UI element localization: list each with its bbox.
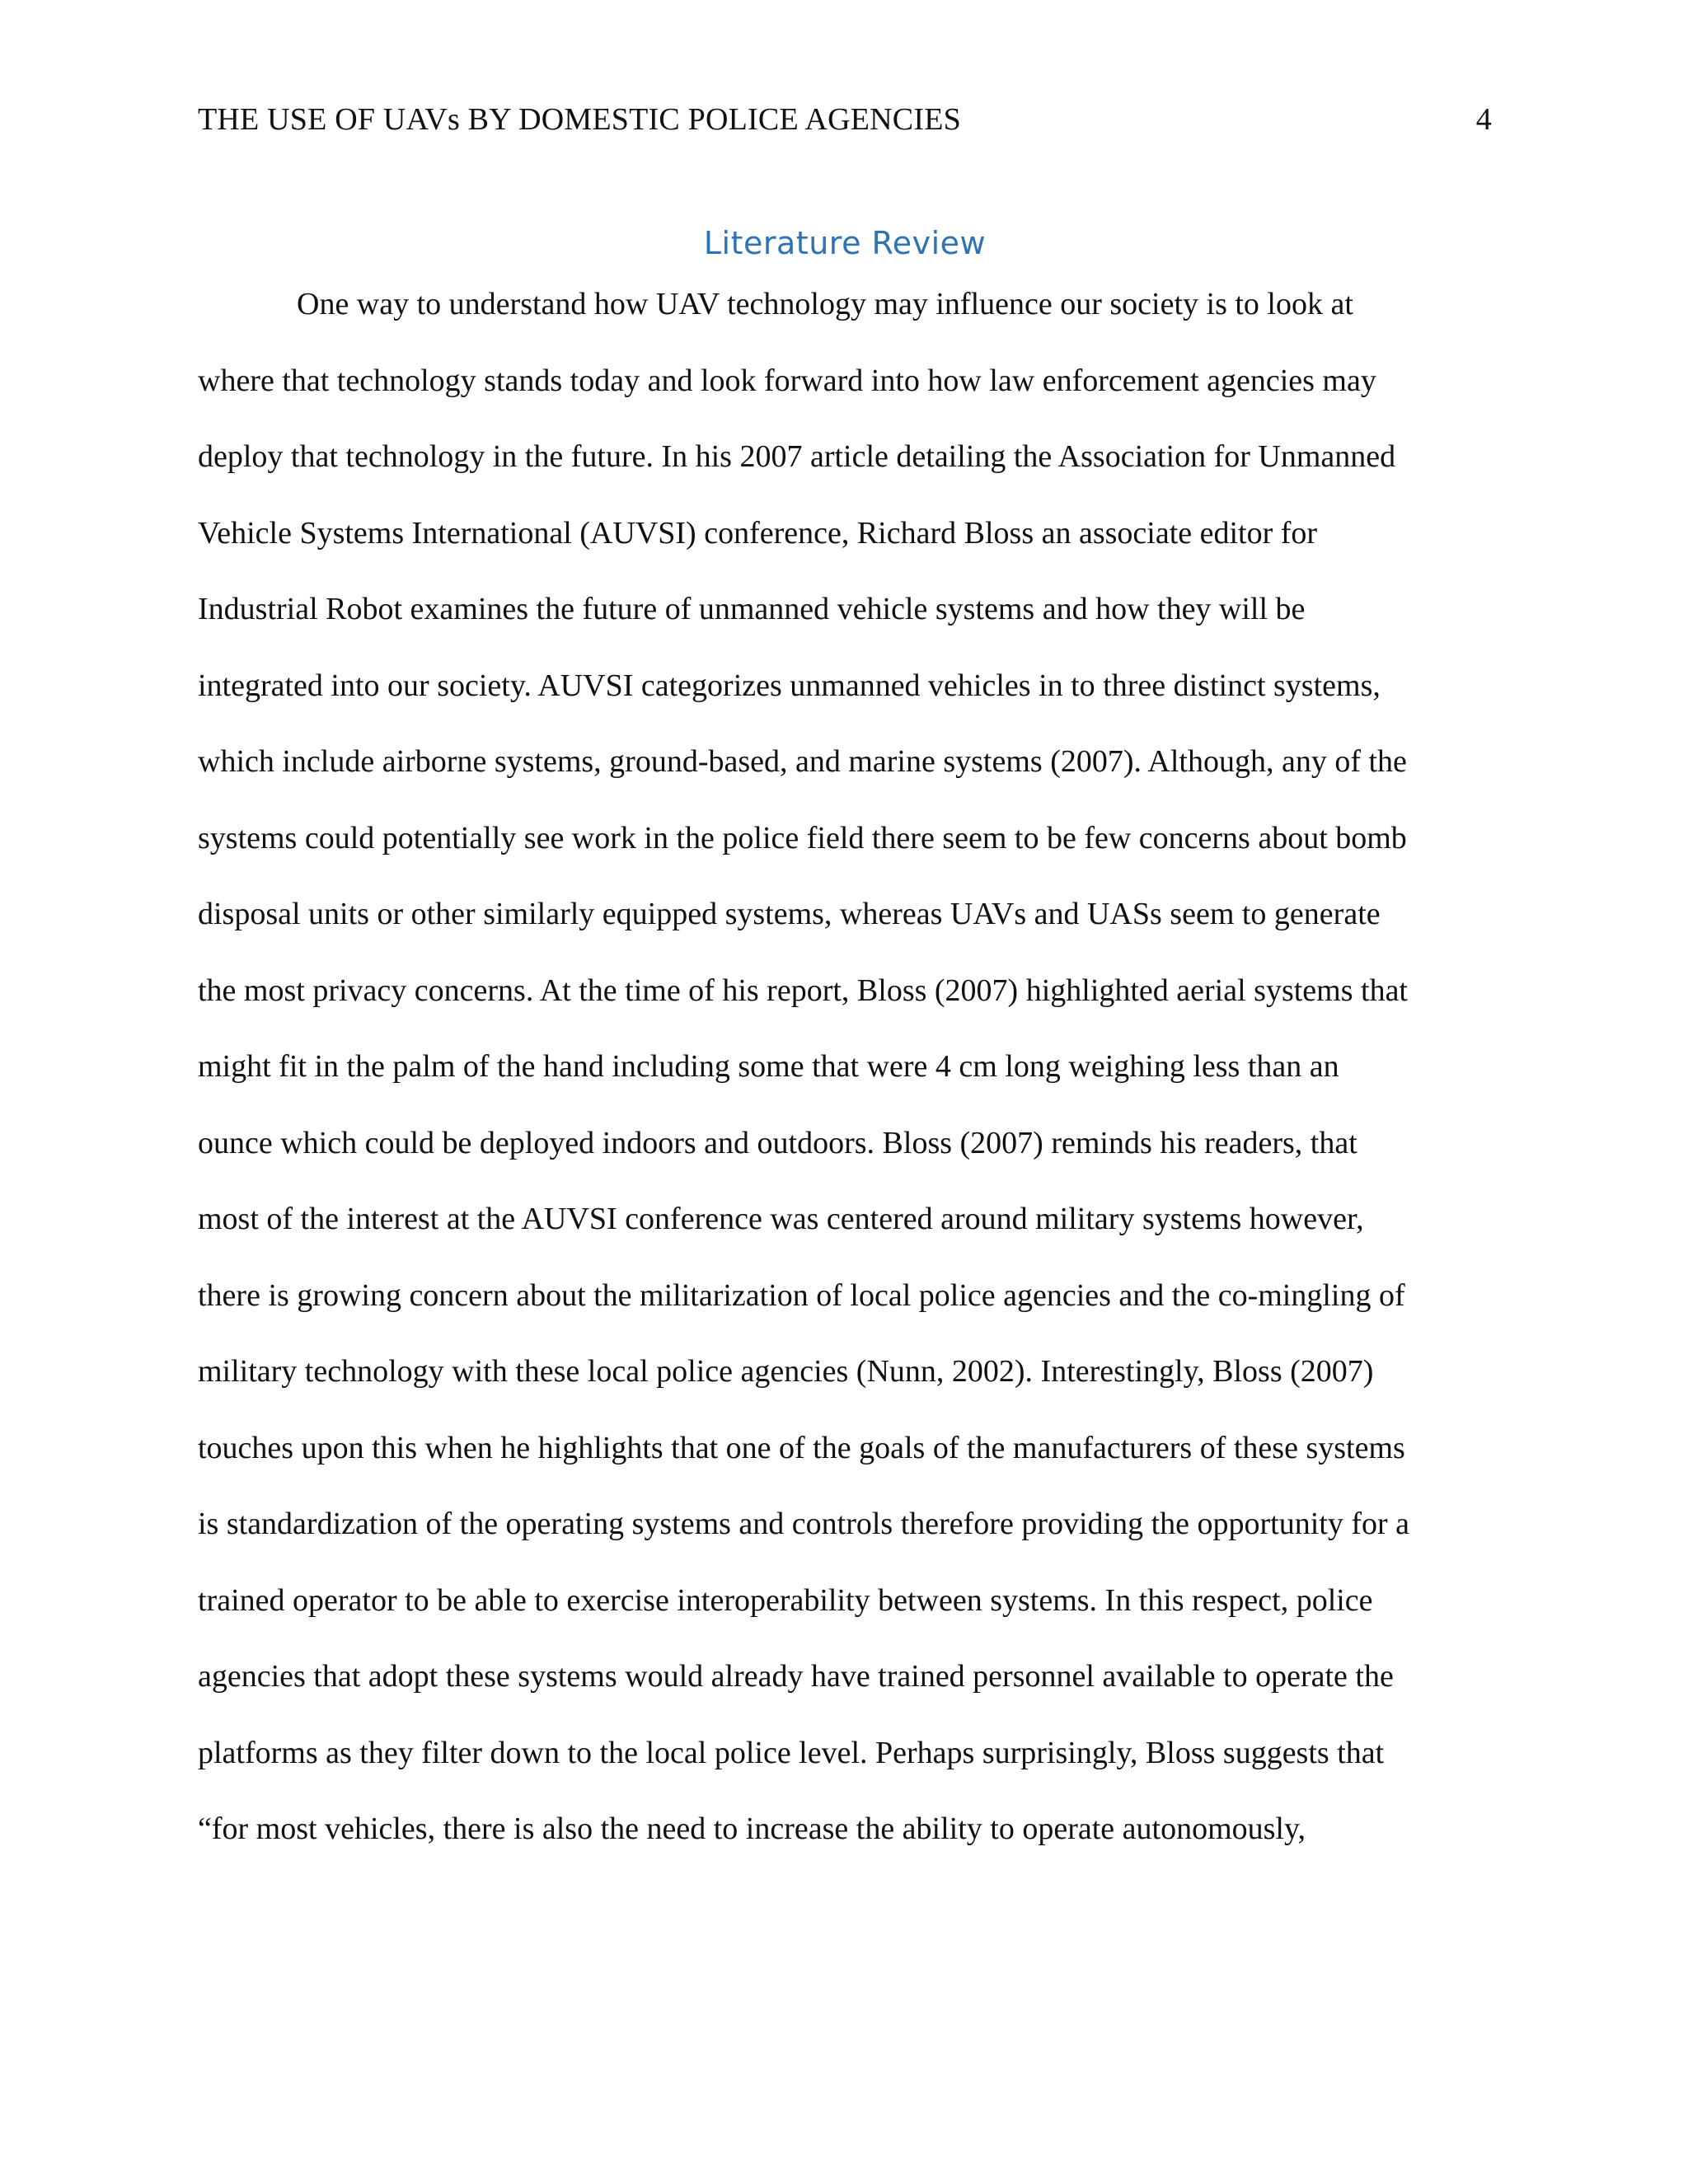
paragraph-line: most of the interest at the AUVSI conference was centered around military systems however, bbox=[198, 1202, 1364, 1236]
paragraph-line: where that technology stands today and look forward into how law enforcement agencies may bbox=[198, 363, 1376, 398]
paragraph-line: integrated into our society. AUVSI categorizes unmanned vehicles in to three distinct systems, bbox=[198, 668, 1381, 703]
section-heading: Literature Review bbox=[703, 224, 987, 261]
running-title: THE USE OF UAVs BY DOMESTIC POLICE AGENCIES bbox=[198, 102, 961, 137]
paragraph-line: systems could potentially see work in the police field there seem to be few concerns about bomb bbox=[198, 820, 1407, 855]
paragraph-line: the most privacy concerns. At the time of his report, Bloss (2007) highlighted aerial systems that bbox=[198, 972, 1408, 1008]
paragraph-line: trained operator to be able to exercise interoperability between systems. In this respect, police bbox=[198, 1582, 1373, 1618]
paragraph-line: military technology with these local police agencies (Nunn, 2002). Interestingly, Bloss (2007) bbox=[198, 1354, 1374, 1389]
paragraph-line: agencies that adopt these systems would already have trained personnel available to operate the bbox=[198, 1659, 1394, 1694]
running-head bbox=[198, 95, 1492, 144]
paragraph-line: touches upon this when he highlights that one of the goals of the manufacturers of these systems bbox=[198, 1430, 1405, 1465]
page-number: 4 bbox=[1475, 102, 1492, 137]
paragraph-line: is standardization of the operating systems and controls therefore providing the opportunity for a bbox=[198, 1507, 1410, 1541]
paragraph-line: One way to understand how UAV technology may influence our society is to look at bbox=[297, 287, 1353, 321]
body-paragraph bbox=[198, 279, 1492, 1881]
paragraph-line: which include airborne systems, ground-based, and marine systems (2007). Although, any of the bbox=[198, 744, 1407, 779]
paragraph-line: platforms as they filter down to the local police level. Perhaps surprisingly, Bloss suggests that bbox=[198, 1735, 1385, 1770]
paragraph-line: Industrial Robot examines the future of unmanned vehicle systems and how they will be bbox=[198, 592, 1306, 626]
paragraph-line: disposal units or other similarly equipped systems, whereas UAVs and UASs seem to generate bbox=[198, 897, 1381, 931]
paragraph-line: “for most vehicles, there is also the need to increase the ability to operate autonomously, bbox=[198, 1811, 1306, 1846]
paragraph-line: ounce which could be deployed indoors and outdoors. Bloss (2007) reminds his readers, that bbox=[198, 1125, 1357, 1160]
paragraph-line: Vehicle Systems International (AUVSI) conference, Richard Bloss an associate editor for bbox=[198, 515, 1318, 551]
paragraph-line: deploy that technology in the future. In his 2007 article detailing the Association for Unmanned bbox=[198, 439, 1396, 474]
paragraph-line: might fit in the palm of the hand including some that were 4 cm long weighing less than an bbox=[198, 1049, 1339, 1084]
paragraph-line: there is growing concern about the militarization of local police agencies and the co-mingling of bbox=[198, 1277, 1405, 1313]
